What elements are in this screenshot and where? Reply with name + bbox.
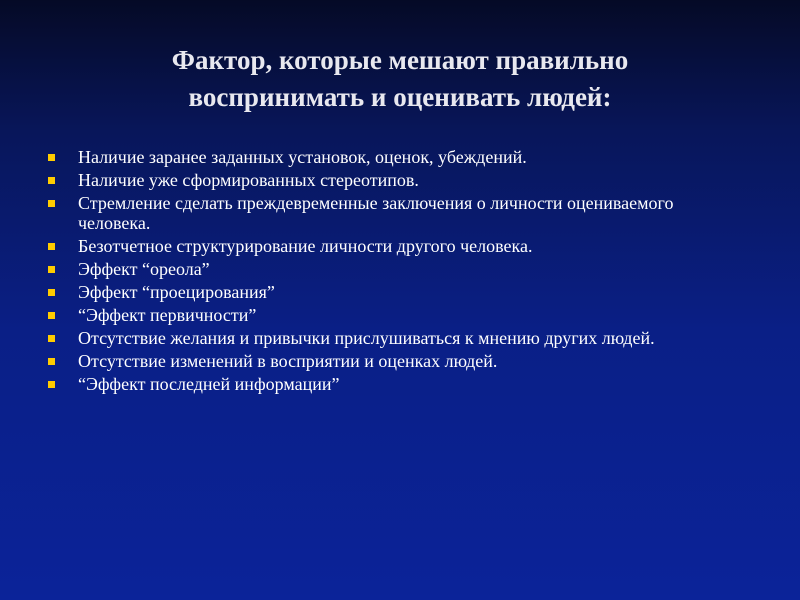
square-bullet-icon bbox=[48, 358, 55, 365]
bullet-text: Наличие заранее заданных установок, оценок, убеждений. bbox=[78, 147, 527, 167]
bullet-text: “Эффект последней информации” bbox=[78, 374, 340, 394]
square-bullet-icon bbox=[48, 381, 55, 388]
bullet-item bbox=[46, 374, 746, 394]
bullet-text: “Эффект первичности” bbox=[78, 305, 257, 325]
bullet-list bbox=[46, 147, 746, 397]
bullet-text: Отсутствие желания и привычки прислушиваться к мнению других людей. bbox=[78, 328, 655, 348]
bullet-item bbox=[46, 236, 746, 256]
square-bullet-icon bbox=[48, 154, 55, 161]
bullet-item bbox=[46, 351, 746, 371]
title-line-2: воспринимать и оценивать людей: bbox=[188, 82, 612, 112]
square-bullet-icon bbox=[48, 200, 55, 207]
square-bullet-icon bbox=[48, 289, 55, 296]
square-bullet-icon bbox=[48, 335, 55, 342]
square-bullet-icon bbox=[48, 266, 55, 273]
title-line-1: Фактор, которые мешают правильно bbox=[171, 45, 629, 75]
bullet-text: Эффект “ореола” bbox=[78, 259, 210, 279]
bullet-text: Отсутствие изменений в восприятии и оценках людей. bbox=[78, 351, 498, 371]
bullet-item bbox=[46, 328, 746, 348]
bullet-item bbox=[46, 305, 746, 325]
bullet-text: Безотчетное структурирование личности другого человека. bbox=[78, 236, 533, 256]
square-bullet-icon bbox=[48, 312, 55, 319]
bullet-item bbox=[46, 259, 746, 279]
bullet-text: Стремление сделать преждевременные заключения о личности оцениваемого человека. bbox=[78, 193, 674, 233]
slide-title bbox=[60, 42, 740, 116]
square-bullet-icon bbox=[48, 243, 55, 250]
bullet-text: Наличие уже сформированных стереотипов. bbox=[78, 170, 419, 190]
bullet-text: Эффект “проецирования” bbox=[78, 282, 275, 302]
bullet-item bbox=[46, 170, 746, 190]
bullet-item bbox=[46, 282, 746, 302]
square-bullet-icon bbox=[48, 177, 55, 184]
bullet-item bbox=[46, 147, 746, 167]
bullet-item bbox=[46, 193, 746, 233]
